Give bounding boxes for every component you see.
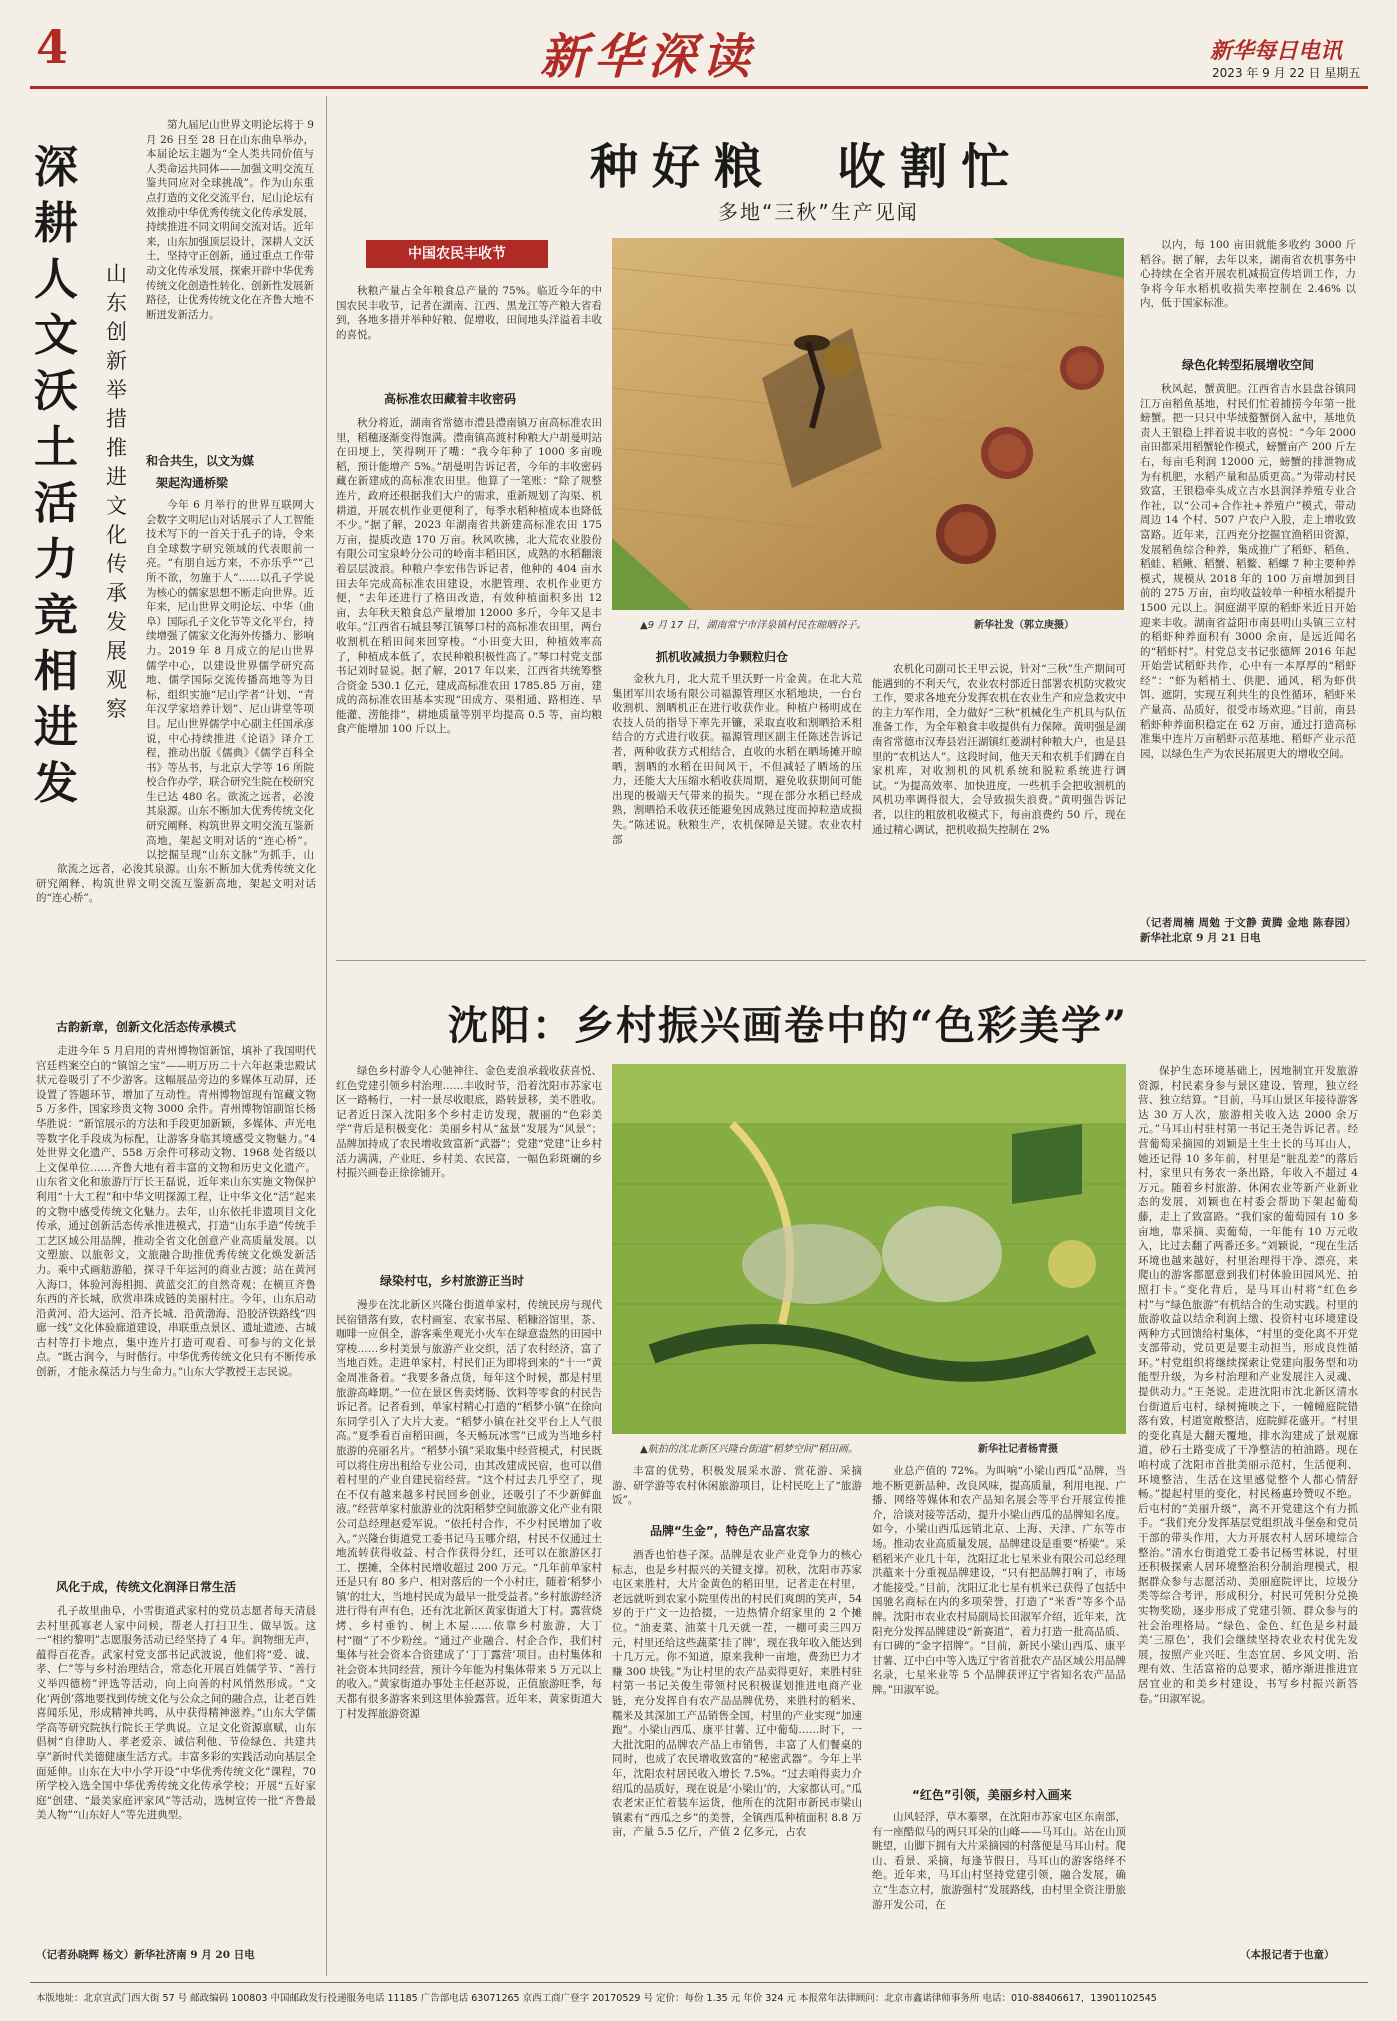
page-header <box>0 0 1397 86</box>
top-section-3: 以内，每 100 亩田就能多收约 3000 斤稻谷。据了解，去年以来，湖南省农机事务中心持续在全省开展农机减损宣传培训工作，力争将今年水稻机收损失率控制在 2.46% 以内，低于国家标准。 <box>1140 239 1356 310</box>
left-subheadline: 山东创新举措推进文化传承发展观察 <box>106 262 127 721</box>
harvest-photo-caption: ▲9 月 17 日，湖南常宁市洋泉镇村民在晾晒谷子。 <box>640 620 867 631</box>
section-title: 新华深读 <box>540 29 757 85</box>
bottom-section-2b: 酒香也怕巷子深。品牌是农业产业竞争力的核心标志，也是乡村振兴的关键支撑。初秋，沈阳市苏家屯区来胜村，大片金黄色的稻田里，记者走在村里，老远就听到农家小院里传出的村民们爽朗的笑声，54 岁的于广文一边拾掇，一边热情介绍家里的 2 个摊位。“油麦菜、油菜十几天就一茬，一棚可卖三四万元，村里还给这些蔬菜‘挂了牌’，现在我年收入能达到十几万元。你不知道，原来我种一亩地，费劲巴力才赚 300 块钱。”为让村里的农产品卖得更好，来胜村驻村第一书记关俊生带领村民积极谋划推进电商产业链，充分发挥自有农产品品牌优势，来胜村的稻米、糯米及其深加工产品销售全国，村里的产业实现“加速跑”。小梁山西瓜、康平甘薯、辽中葡萄……时下，一大批沈阳的品牌农产品上市销售，丰富了人们餐桌的同时，也成了农民增收致富的“秘密武器”。今年上半年，沈阳农村居民收入增长 7.5%。“过去咱得卖力介绍瓜的品质好，现在说是‘小梁山’的，大家都认可。”瓜农老宋正忙着装车运货，他所在的沈阳市新民市梁山镇素有“西瓜之乡”的美誉，全镇西瓜种植面积 8.8 万亩，产量 5.5 亿斤，产值 2 亿多元，占农 <box>612 1549 862 1839</box>
top-byline: （记者周楠 周勉 于文静 黄腾 金地 陈春园）新华社北京 9 月 21 日电 <box>1140 917 1356 944</box>
issue-date: 2023 年 9 月 22 日 星期五 <box>1212 66 1361 80</box>
top-subheadline: 多地“三秋”生产见闻 <box>718 200 919 224</box>
column-divider <box>326 96 327 1976</box>
footer-rule <box>30 1982 1368 1983</box>
harvest-photo <box>612 238 1124 610</box>
top-heading-2: 抓机收减损力争颗粒归仓 <box>656 650 789 664</box>
harvest-photo-credit: 新华社发（郭立庚摄） <box>974 620 1074 631</box>
rice-art-photo <box>612 1064 1126 1434</box>
bottom-intro: 绿色乡村游令人心驰神往、金色麦浪承载收获喜悦、红色党建引领乡村治理……丰收时节，沿着沈阳市苏家屯区一路畅行，一村一景尽收眼底，路转景移，美不胜收。记者近日深入沈阳多个乡村走访发现，靓丽的“色彩美学”背后是积极变化：美丽乡村从“盆景”发展为“风景”；品牌加持成了农民增收致富新“武器”；党建“党建”让乡村活力满满，产业旺、乡村美、农民富，一幅色彩斑斓的乡村振兴画卷正徐徐铺开。 <box>336 1065 602 1180</box>
footer-info: 本版地址：北京宣武门西大街 57 号 邮政编码 100803 中国邮政发行投递服务电话 11185 广告部电话 63071265 京西工商广登字 20170529 号 定价：每份 1.35 元 年价 324 元 本报常年法律顾问：北京市鑫诺律师事务所 电话：010-88406617，13901102545 <box>36 1993 1157 2004</box>
rice-art-illustration <box>612 1064 1126 1434</box>
rice-art-caption: ▲航拍的沈北新区兴隆台街道“稻梦空间”稻田画。 <box>640 1444 859 1455</box>
bottom-heading-3: “红色”引领，美丽乡村入画来 <box>912 1788 1072 1802</box>
top-intro: 秋粮产量占全年粮食总产量的 75%。临近今年的中国农民丰收节，记者在湖南、江西、黑龙江等产粮大省看到，各地多措并举种好粮、促增收，田间地头洋溢着丰收的喜悦。 <box>336 285 602 341</box>
left-intro: 第九届尼山世界文明论坛将于 9 月 26 日至 28 日在山东曲阜举办，本届论坛主题为“全人类共同价值与人类命运共同体——加强文明交流互鉴共同应对全球挑战”。作为山东重点打造的文化交流平台，尼山论坛有效推动中华优秀传统文化传承发展，持续推进不同文明间交流对话。近年来，山东加强顶层设计，深耕人文沃土，坚持守正创新，通过重点工作带动文化传承发展，探索开辟中华优秀传统文化创造性转化、创新性发展新路径，让优秀传统文化在齐鲁大地不断迸发新活力。 <box>146 119 314 321</box>
left-heading-1b: 架起沟通桥梁 <box>156 476 229 490</box>
bottom-heading-1: 绿染村屯，乡村旅游正当时 <box>380 1274 525 1288</box>
bottom-heading-2: 品牌“生金”，特色产品富农家 <box>650 1524 810 1538</box>
top-heading-3: 绿色化转型拓展增收空间 <box>1182 358 1315 372</box>
bottom-byline: （本报记者于也童） <box>1240 1949 1335 1961</box>
bottom-section-2: 丰富的优势，积极发展采水游、赏花游、采摘游、研学游等农村休闲旅游项目，让村民吃上了“旅游饭”。 <box>612 1465 862 1507</box>
brand-logo: 新华每日电讯 <box>1210 38 1343 64</box>
left-heading-2: 古韵新章，创新文化活态传承模式 <box>56 1020 237 1034</box>
top-section-1: 秋分将近，湖南省常德市澧县澧南镇万亩高标准农田里，稻穗逐渐变得饱满。澧南镇高渡村种粮大户胡曼明站在田埂上，笑得咧开了嘴：“我今年种了 1000 多亩晚稻，预计能增产 5%。”胡曼明告诉记者，今年的丰收密码藏在新建成的高标准农田里。他算了一笔账：“除了规整连片，政府还根据我们大户的需求，重新规划了沟渠、机耕道，开展农机作业更便利了，每季水稻种植成本也降低不少。”据了解，2023 年湖南省共新建高标准农田 175 万亩，提质改造 170 万亩。秋风吹拂，北大荒农业股份有限公司宝泉岭分公司的岭南丰稻田区，成熟的水稻翻滚着层层波浪。种粮户李宏伟告诉记者，他种的 404 亩水田去年完成高标准农田建设，水肥管理、农机作业更方便，“去年还进行了格田改造，有效种植面积多出 12 亩，去年秋天粮食总产量增加 12000 多斤，今年又是丰收年。”江西省石城县琴江镇琴口村的高标准农田里，两台收割机在稻田间来回穿梭。“小田变大田，种植效率高了，种植成本低了，农民种粮积极性高了。”琴口村党支部书记刘时显说。据了解，2017 年以来，江西省共统筹整合资金 530.1 亿元，建成高标准农田 1785.85 万亩，建成的高标准农田基本实现“田成方、渠相通、路相连、旱能灌、涝能排”，耕地质量等别平均提高 0.5 等，亩均粮食产能增加 100 斤以上。 <box>336 417 602 736</box>
left-headline: 深耕人文沃土 活力竞相进发 <box>34 142 78 809</box>
bottom-section-1: 漫步在沈北新区兴隆台街道单家村，传统民房与现代民宿错落有致，农村画室、农家书屋、稻糠浴馆里，茶、咖啡一应俱全，游客乘坐观光小火车在绿意盎然的田园中穿梭……乡村美景与旅游产业交织，活了农村经济，富了当地百姓。走进单家村，村民们正为即将到来的“十一”黄金周准备着。“我要多备点货，每年这个时候，都是村里旅游高峰期。”一位在景区售卖烤肠、饮料等零食的村民告诉记者。记者看到，单家村精心打造的“稻梦小镇”在徐向东同学引入了大片大麦。“稻梦小镇在社交平台上人气很高。”夏季看百亩稻田画，冬天畅玩冰雪”已成为当地乡村旅游的亮丽名片。“稻梦小镇”采取集中经营模式，村民既可以将住房出租给专业公司，由其改建成民宿，也可以借着村里的产业自建民宿经营。“这个村过去几乎空了，现在不仅有越来越多村民回乡创业，还吸引了不少新鲜血液。”经营单家村旅游业的沈阳稻梦空间旅游文化产业有限公司总经理赵爱军说。“依托村合作，不少村民增加了收入。”兴隆台街道党工委书记马玉哪介绍，村民不仅通过土地流转获得收益、村合作获得分红，还可以在旅游区打工、摆摊，全体村民增收超过 200 万元。“几年前单家村还是只有 80 多户、相对落后的一个小村庄，随着‘稻梦小镇’的壮大，当地村民成为最早一批受益者。”乡村旅游经济进行得有声有色，还有沈北新区黄家街道大丁村。露营烧烤、乡村垂钓、树上木屋……依靠乡村旅游，大丁村“圈”了不少粉丝。“通过产业融合、村企合作，我们村集体与社会资本合资建成了‘丁丁露营’项目。由村集体和社会资本共同经营，预计今年能为村集体带来 5 万元以上的收入。”黄家街道办事处主任赵苏说，正值旅游旺季，每天都有很多游客来到这里体验露营。近年来，黄家街道大丁村发挥旅游资源 <box>336 1299 602 1720</box>
bottom-section-3: 业总产值的 72%。为叫响“小梁山西瓜”品牌，当地不断更新品种、改良风味，提高质量，利用电视、广播、网络等媒体和农产品知名展会等平台开展宣传推介，洽谈对接等活动，提升小梁山西瓜的品牌知名度。如今，小梁山西瓜远销北京、上海、天津、广东等市场。推动农业高质量发展，品牌建设是重要“桥梁”。采稻稻米产业几十年，沈阳辽北七星米业有限公司总经理洪蕴来十分重视品牌建设，“只有把品牌打响了，市场才能接受。”目前，沈阳辽北七星有机米已获得了包括中国驰名商标在内的多项荣誉，打造了“米香”等多个品牌。沈阳市农业农村局副局长田淑军介绍，近年来，沈阳充分发挥品牌建设“新赛道”，着力打造一批高品质、有口碑的“金字招牌”。“目前，新民小梁山西瓜、康平甘薯、辽中白中等入选辽宁省首批农产品区域公用品牌名录，七星米业等 5 个品牌获评辽宁省知名农产品品牌。”田淑军说。 <box>872 1465 1126 1696</box>
header-rule <box>30 86 1368 89</box>
harvest-photo-illustration <box>612 238 1124 610</box>
left-heading-1a: 和合共生，以文为媒 <box>146 454 255 468</box>
left-section-2: 走进今年 5 月启用的青州博物馆新馆，填补了我国明代宫廷档案空白的“镇馆之宝”——明万历二十六年赵秉忠殿试状元卷吸引了不少游客。这幅展品旁边的多媒体互动屏，还设置了答题环节，增加了互动性。青州博物馆现有馆藏文物 5 万多件，国家珍贵文物 3000 余件。青州博物馆副馆长杨华胜说：“新馆展示的方法和手段更加新颖，多媒体、声光电等数字化手段成为标配，让游客身临其境感受文物魅力。”4 处世界文化遗产、558 万余件可移动文物、1968 处省级以上文保单位……齐鲁大地有着丰富的文物和历史文化遗产。山东省文化和旅游厅厅长王磊说，近年来山东实施文物保护利用“十大工程”和中华文明探源工程，让中华文化“活”起来的文物中感受传统文化魅力。去年，山东依托非遗项目文化传承，通过创新活态传承推进模式，打造“山东手造”传统手工艺区域公用品牌，推动全省文化创意产业高质量发展。以文塑旅、以旅彰文，文旅融合助推优秀传统文化焕发新活力。乘中式画舫游船，探寻千年运河的商业古渡；站在黄河入海口，体验河海相拥、黄蓝交汇的自然奇观；在横亘齐鲁东西的齐长城，欣赏串珠成链的美丽村庄。今年，山东启动沿黄河、沿大运河、沿齐长城、沿黄渤海、沿胶济铁路线“四廊一线”文化体验廊道建设，串联重点景区、遗址遗迹、古城古村等打卡地点，集中连片打造可观看、可参与的文化景点。“既古润今，与时偕行。中华优秀传统文化只有不断传承创新，才能永葆活力与生命力。”山东大学教授王志民说。 <box>36 1045 316 1379</box>
left-byline: （记者孙晓辉 杨文）新华社济南 9 月 20 日电 <box>36 1949 255 1961</box>
top-section-3b: 秋风起，蟹黄肥。江西省吉水县盘谷镇同江万亩稻鱼基地，村民们忙着捕捞今年第一批螃蟹。把一只只中华绒螯蟹倒入盆中，基地负责人王银稳上拌着说丰收的喜悦：“今年 2000 亩田都采用稻蟹轮作模式，螃蟹亩产 200 斤左右，每亩毛利润 12000 元，螃蟹的排泄物成为有机肥，水稻产量和品质更高。”为带动村民致富，王银稳牵头成立吉水县润泽养殖专业合作社，以“公司+合作社+养殖户”模式，带动周边 14 个村、507 户农户入股，走上增收致富路。近年来，江西充分挖掘宜渔稻田资源，发展稻鱼综合种养，集成推广了稻虾、稻鱼、稻蛙、稻鳅、稻蟹、稻鳖、稻螺 7 种主要种养模式，规模从 2018 年的 100 万亩增加到目前的 275 万亩，亩均收益较单一种植水稻提升 1500 元以上。洞庭湖平原的稻虾米近日开始迎来丰收。湖南省益阳市南县明山头镇三立村的稻虾种养面积有 3000 余亩，是远近闻名的“稻虾村”。村党总支书记张德辉 2016 年起开始尝试稻虾共作，心中有一本厚厚的“稻虾经”：“虾为稻梢土、供肥、通风，稻为虾供饵、遮阴，实现互利共生的良性循环，稻虾米产量高、品质好，很受市场欢迎。”目前，南县稻虾种养面积稳定在 62 万亩，通过打造高标准集中连片万亩稻虾示范基地、稻虾产业示范园，以绿色生产为农民拓展更大的增收空间。 <box>1140 383 1356 760</box>
top-section-2a: 金秋九月，北大荒千里沃野一片金黄。在北大荒集团军川农场有限公司福源管理区水稻地块，一台台收割机、割晒机正在进行收获作业。种植户杨明成在农技人员的指导下率先开镰，采取直收和割晒拾禾相结合的方式进行收获。福源管理区副主任陈述告诉记者，两种收获方式相结合，直收的水稻在晒场摊开晾晒，割晒的水稻在田间风干，不但减轻了晒场的压力，还能大大压缩水稻收获周期，避免收获期间可能出现的极端天气带来的损失。“现在部分水稻已经成熟，割晒拾禾收获还能避免因成熟过度而掉粒造成损失。”陈述说。秋粮生产，农机保障是关键。农业农村部 <box>612 673 862 846</box>
bottom-headline: 沈阳：乡村振兴画卷中的“色彩美学” <box>448 1002 1129 1049</box>
top-headline: 种好粮 收割忙 <box>590 139 1024 195</box>
left-section-1-cont: 欲流之远者，必浚其泉源。山东不断加大优秀传统文化研究阐释、构筑世界文明交流互鉴新高地，架起文明对话的“连心桥”。 <box>36 863 316 905</box>
section-divider <box>336 960 1366 961</box>
page-number: 4 <box>36 20 69 74</box>
top-section-2b: 农机化司副司长王甲云说，针对“三秋”生产期间可能遇到的不利天气，农业农村部近日部署农机防灾救灾工作，要求各地充分发挥农机在农业生产和应急救灾中的主力军作用，全力做好“三秋”机械化生产机具与队伍准备工作，为全年粮食丰收提供有力保障。黄明强是湖南省常德市汉寿县岩汪湖镇红菱湖村种粮大户，也是县里的“农机达人”。这段时间，他天天和农机手们蹲在自家机库，对收割机的风机系统和脱粒系统进行调试。“为提高效率、加快进度，一些机手会把收割机的风机功率调得很大，会导致损失浪费。”黄明强告诉记者，以往的粗放机收模式下，每亩浪费约 50 斤，现在通过精心调试，把机收损失控制在 2% <box>872 663 1126 836</box>
festival-tag: 中国农民丰收节 <box>366 240 548 268</box>
left-section-1: 今年 6 月举行的世界互联网大会数字文明尼山对话展示了人工智能技术写下的一首关于孔子的诗，令来自全球数字研究领域的代表眼前一亮。“有朋自远方来，不亦乐乎”“己所不欲，勿施于人”……以孔子学说为核心的儒家思想不断走向世界。近年来，尼山世界文明论坛、中华（曲阜）国际孔子文化节等文化平台，持续增强了儒家文化海外传播力、影响力。2019 年 8 月成立的尼山世界儒学中心，以建设世界儒学研究高地、儒学国际交流传播高地等为目标，组织实施“尼山学者”计划、“青年汉学家培养计划”、尼山讲堂等项目。尼山世界儒学中心副主任国承彦说，中心持续推进《论语》译介工程，推动出版《儒典》《儒学百科全书》等丛书，与北京大学等 16 所院校合作办学，联合研究生院在校研究生已达 480 名。欲流之远者，必浚其泉源。山东不断加大优秀传统文化研究阐释、构筑世界文明交流互鉴新高地，架起文明对话的“连心桥”。以挖掘呈现“山东文脉”为抓手，山 <box>146 499 314 862</box>
top-heading-1: 高标准农田藏着丰收密码 <box>384 392 517 406</box>
left-heading-3: 风化于成，传统文化润泽日常生活 <box>56 1580 237 1594</box>
rice-art-credit: 新华社记者杨青摄 <box>978 1444 1058 1455</box>
bottom-section-4: 保护生态环境基础上，因地制宜开发旅游资源，村民素身参与景区建设、管理，独立经营、独立结算。“目前，马耳山景区年接待游客达 30 万人次，旅游相关收入达 2000 余万元。”马耳山村驻村第一书记王尧告诉记者。经营葡萄采摘园的刘颖是土生土长的马耳山人，她还记得 10 多年前，村里是“脏乱差”的落后村，家里只有务农一条出路，年收入不超过 4 万元。随着乡村旅游、休闲农业等新产业新业态的发展，刘颖也在村委会帮助下架起葡萄藤，走上了致富路。“我们家的葡萄园有 10 多亩地，靠采摘、卖葡萄，一年能有 10 万元收入，比过去翻了两番还多。”刘颖说，“现在生活环境也越来越好，村里治理得干净、漂亮，来爬山的游客都愿意到我们村体验田园风光、拍照打卡。”变化背后，是马耳山村将“红色乡村”与“绿色旅游”有机结合的生动实践。村里的旅游收益以结余利润上缴、投资村屯环境建设两种方式回馈给村集体，“村里的变化离不开党支部带动，党员更是要主动担当，形成良性循环。”村党组织将继续探索让党建向服务型和功能型升级，为乡村治理和产业发展注入灵魂、提供动力。”王尧说。走进沈阳市沈北新区清水台街道后屯村，绿树掩映之下，一幢幢庭院错落有致，村道宽敞整洁，庭院鲜花盛开。“村里的变化真是大翻天覆地，排水沟建成了景观廊道，砂石土路变成了干净整洁的柏油路。现在咱村成了沈阳市首批美丽示范村，生活便利、环境整洁，生活在这里感觉整个人都心情舒畅。”提起村里的变化，村民杨惠玲赞叹不绝。后屯村的“美丽升级”，离不开党建这个有力抓手。“我们充分发挥基层党组织战斗堡垒和党员干部的带头作用，大力开展农村人居环境综合整治。”清水台街道党工委书记杨雪林说，村里还积极探索人居环境整治积分制治理模式，根据群众参与志愿活动、美丽庭院评比，垃圾分类等综合考评，形成积分，村民可凭积分兑换实物奖励，逐步形成了党建引领、群众参与的社会治理格局。“绿色、金色、红色是乡村最美‘三原色’，我们会继续坚持农业农村优先发展，按照产业兴旺、生态宜居、乡风文明、治理有效、生活富裕的总要求，循序渐进推进宜居宜业的和美乡村建设，书写乡村振兴新答卷。”田淑军说。 <box>1138 1065 1358 1705</box>
bottom-section-3b: 山风轻浮，草木蓁翠，在沈阳市苏家屯区东南部，有一座酷似马的两只耳朵的山峰——马耳山。站在山顶眺望，山脚下拥有大片采摘园的村落便是马耳山村。爬山、看景、采摘，每逢节假日，马耳山的游客络绎不绝。近年来，马耳山村坚持党建引领，融合发展，确立“生态立村，旅游强村”发展路线，由村里全资注册旅游开发公司，在 <box>872 1811 1126 1911</box>
left-section-3: 孔子故里曲阜，小雪街道武家村的党员志愿者每天清晨去村里孤寡老人家中问候，帮老人打扫卫生、做早饭。这一“相约黎明”志愿服务活动已经坚持了 4 年。润物细无声，蕴得百花香。武家村党支部书记武波说，他们将“爱、诚、孝、仁”等与乡村治理结合，常态化开展百姓儒学节、“善行义举四德榜”评选等活动，向上向善的村风悄然形成。“文化‘两创’落地要找到传统文化与公众之间的融合点，让老百姓喜闻乐见，形成精神共鸣，从中获得精神滋养。”山东大学儒学高等研究院执行院长王学典说。立足文化资源禀赋，山东倡树“自律助人、孝老爱亲、诚信利他、节俭绿色、共建共享”新时代美德健康生活方式。丰富多彩的实践活动向基层全面延伸。山东在大中小学开设“中华优秀传统文化”课程，70 所学校入选全国中华优秀传统文化传承学校；开展“五好家庭”创建、“最美家庭评家风”等活动，选树宣传一批“齐鲁最美人物”“山东好人”等先进典型。 <box>36 1605 316 1822</box>
